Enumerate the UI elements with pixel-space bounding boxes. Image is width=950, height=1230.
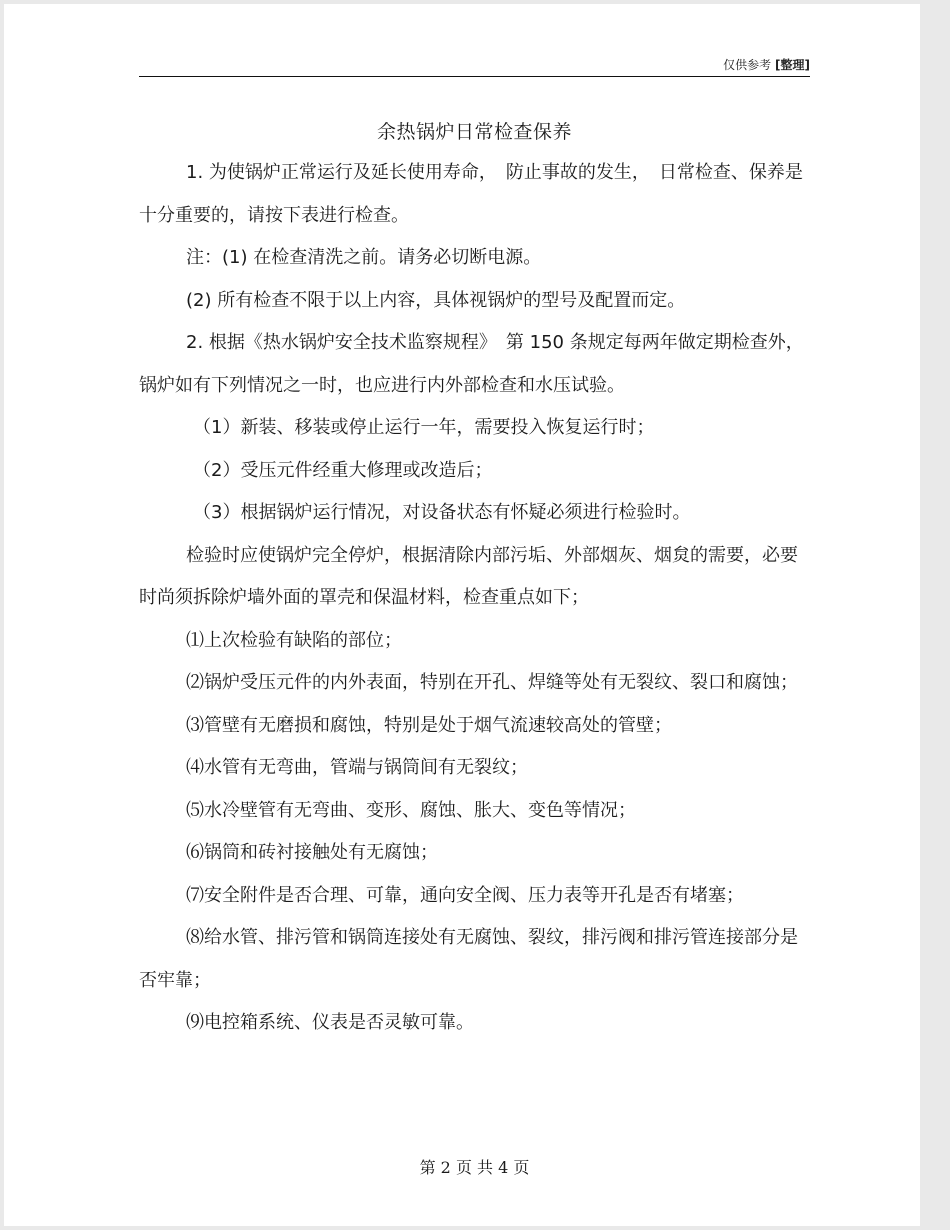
checkpoint-item-5: ⑸水冷壁管有无弯曲、变形、腐蚀、胀大、变色等情况； [186, 799, 636, 821]
header-note-text: 仅供参考 [723, 58, 772, 72]
checkpoint-item-4: ⑷水管有无弯曲，管端与锅筒间有无裂纹； [186, 757, 528, 778]
page-number-footer: 第 2 页 共 4 页 [419, 1158, 530, 1177]
checkpoint-item-8: ⑻给水管、排污管和锅筒连接处有无腐蚀、裂纹，排污阀和排污管连接部分是否牢靠； [139, 927, 798, 991]
paragraph-regulation: 2. 根据《热水锅炉安全技术监察规程》 第 150 条规定每两年做定期检查外，锅炉如有下列情况之一时，也应进行内外部检查和水压试验。 [139, 332, 804, 396]
checkpoint-item-6: ⑹锅筒和砖衬接触处有无腐蚀； [186, 842, 438, 863]
document-body [139, 152, 809, 1045]
paragraph-note-2: (2) 所有检查不限于以上内容，具体视锅炉的型号及配置而定。 [186, 289, 686, 311]
paragraph-note-1: 注：(1) 在检查清洗之前。请务必切断电源。 [186, 247, 542, 268]
paragraph-inspection-intro: 检验时应使锅炉完全停炉，根据清除内部污垢、外部烟灰、烟炱的需要，必要时尚须拆除炉墙外面的罩壳和保温材料，检查重点如下； [139, 544, 798, 608]
header-tag: [整理] [775, 58, 810, 72]
checkpoint-item-9: ⑼电控箱系统、仪表是否灵敏可靠。 [186, 1012, 474, 1033]
condition-item-1: （1）新装、移装或停止运行一年，需要投入恢复运行时； [193, 417, 655, 438]
checkpoint-item-1: ⑴上次检验有缺陷的部位； [186, 629, 402, 651]
checkpoint-item-2: ⑵锅炉受压元件的内外表面，特别在开孔、焊缝等处有无裂纹、裂口和腐蚀； [186, 672, 798, 693]
header-note [600, 56, 810, 73]
checkpoint-item-7: ⑺安全附件是否合理、可靠，通向安全阀、压力表等开孔是否有堵塞； [186, 884, 744, 906]
header-rule [139, 76, 810, 77]
checkpoint-item-3: ⑶管壁有无磨损和腐蚀，特别是处于烟气流速较高处的管壁； [186, 714, 672, 736]
paragraph-intro: 1. 为使锅炉正常运行及延长使用寿命， 防止事故的发生， 日常检查、保养是十分重要的，请按下表进行检查。 [139, 162, 803, 226]
condition-item-3: （3）根据锅炉运行情况，对设备状态有怀疑必须进行检验时。 [193, 502, 691, 523]
document-title: 余热锅炉日常检查保养 [376, 121, 572, 143]
condition-item-2: （2）受压元件经重大修理或改造后； [193, 459, 493, 481]
